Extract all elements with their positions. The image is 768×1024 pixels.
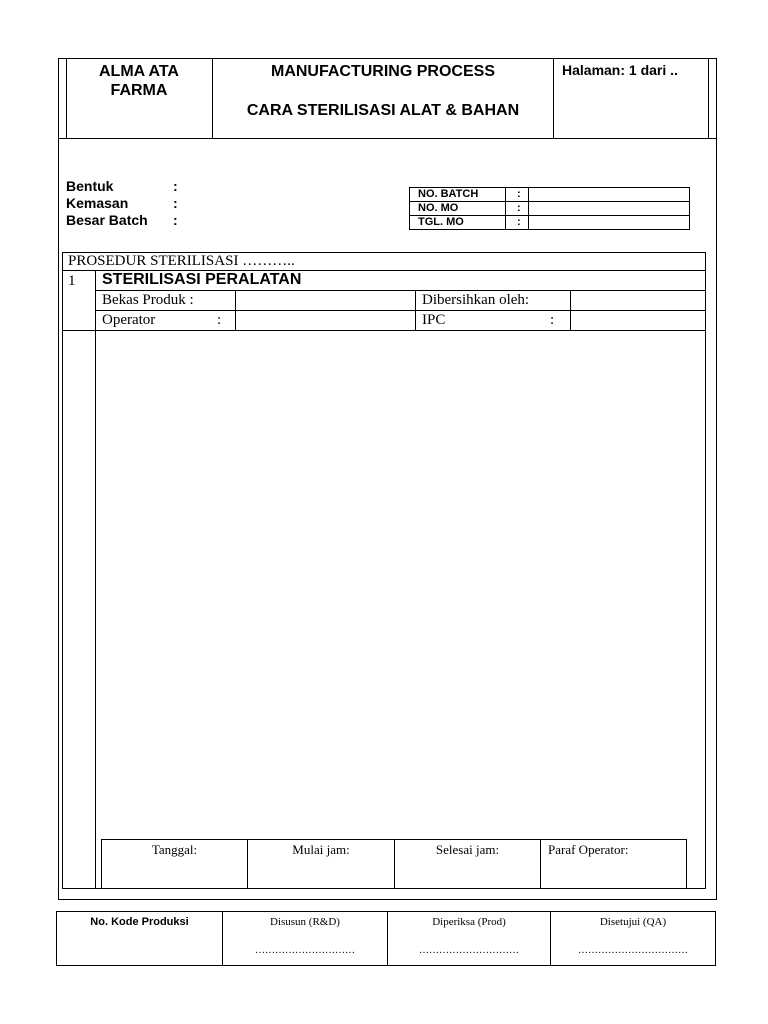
document-title: MANUFACTURING PROCESS: [270, 63, 495, 80]
mulai-jam-label: Mulai jam:: [292, 842, 350, 857]
dibersihkan-field[interactable]: [571, 291, 705, 310]
tgl-mo-colon: :: [517, 216, 521, 228]
document-subtitle: CARA STERILISASI ALAT & BAHAN: [246, 102, 520, 119]
disusun-label: Disusun (R&D): [270, 916, 340, 928]
product-info-colons: [173, 178, 178, 229]
bekas-produk-label: Bekas Produk :: [102, 292, 194, 308]
procedure-body-area[interactable]: [96, 331, 705, 836]
diperiksa-signature-line[interactable]: …………………………: [419, 945, 519, 956]
ipc-label: IPC: [422, 312, 446, 328]
product-info: [66, 178, 148, 229]
diperiksa-label: Diperiksa (Prod): [432, 916, 506, 928]
bentuk-colon: :: [173, 178, 178, 194]
page-number: Halaman: 1 dari ..: [562, 62, 678, 78]
kemasan-label: Kemasan: [66, 195, 129, 211]
besar-batch-label: Besar Batch: [66, 212, 148, 228]
batch-row-no-mo: [410, 202, 690, 216]
disusun-signature-line[interactable]: …………………………: [255, 945, 355, 956]
company-name: [66, 62, 212, 100]
ipc-colon: :: [550, 312, 555, 328]
no-mo-label: NO. MO: [418, 202, 459, 214]
batch-row-tgl-mo: [410, 216, 690, 230]
disetujui-label: Disetujui (QA): [599, 916, 667, 928]
company-line-2: FARMA: [110, 82, 168, 99]
selesai-jam-label: Selesai jam:: [435, 842, 500, 857]
disetujui-signature-line[interactable]: ……………………………: [578, 945, 688, 956]
tanggal-label: Tanggal:: [151, 842, 198, 857]
operator-colon: :: [217, 312, 222, 328]
dibersihkan-label: Dibersihkan oleh:: [422, 292, 530, 308]
procedure-heading: PROSEDUR STERILISASI ………..: [68, 253, 295, 269]
bekas-produk-field[interactable]: [236, 291, 414, 310]
no-batch-label: NO. BATCH: [418, 188, 479, 200]
company-line-1: ALMA ATA: [99, 63, 179, 80]
step-number: 1: [68, 273, 76, 289]
besar-batch-colon: :: [173, 212, 178, 228]
step-title: STERILISASI PERALATAN: [102, 271, 302, 288]
kemasan-colon: :: [173, 195, 178, 211]
kode-produksi-label: No. Kode Produksi: [90, 916, 189, 928]
no-mo-colon: :: [517, 202, 521, 214]
ipc-field[interactable]: [571, 311, 705, 330]
batch-row-no-batch: [410, 188, 690, 202]
bentuk-label: Bentuk: [66, 178, 114, 194]
no-batch-colon: :: [517, 188, 521, 200]
operator-field[interactable]: [236, 311, 414, 330]
operator-label: Operator: [102, 312, 156, 328]
tgl-mo-label: TGL. MO: [418, 216, 464, 228]
paraf-operator-label: Paraf Operator:: [548, 842, 629, 857]
